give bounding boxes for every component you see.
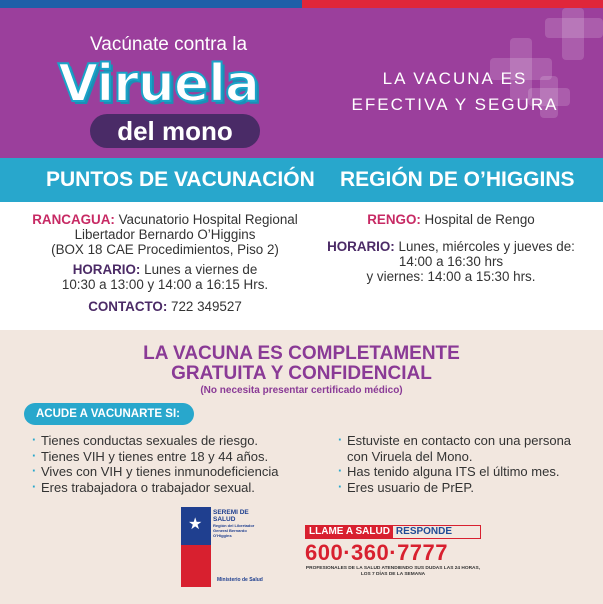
rancagua-contact-label: CONTACTO: [88, 299, 168, 314]
top-strip-blue [0, 0, 302, 8]
hotline-label-b: RESPONDE [395, 526, 453, 537]
list-item: · Vives con VIH y tienes inmunodeficiencia [32, 464, 322, 480]
slogan-line-1: LA VACUNA ES [382, 69, 528, 88]
slogan-line-2: EFECTIVA Y SEGURA [351, 95, 559, 114]
logo-ministry: Ministerio de Salud [217, 577, 263, 583]
band-title-right: REGIÓN DE O’HIGGINS [340, 168, 575, 191]
hero-pre-title: Vacúnate contra la [90, 34, 248, 55]
site-rengo [316, 212, 586, 284]
rancagua-place-line-2: Libertador Bernardo O’Higgins [74, 227, 256, 242]
rancagua-city-label: RANCAGUA: [32, 212, 115, 227]
site-rancagua [20, 212, 310, 314]
top-color-strip [0, 0, 603, 8]
list-item: · Has tenido alguna ITS el último mes. [338, 464, 578, 480]
logo-line-1: SEREMI DE [213, 509, 249, 516]
free-note: (No necesita presentar certificado médico) [200, 385, 403, 396]
rancagua-hours-line-1: Lunes a viernes de [140, 262, 258, 277]
cross-decoration-icon [545, 18, 603, 38]
free-heading-line-2: GRATUITA Y CONFIDENCIAL [171, 363, 432, 384]
vaccination-sites [0, 202, 603, 330]
criteria-tag: ACUDE A VACUNARTE SI: [24, 403, 194, 425]
hero-subtitle: del mono [90, 114, 260, 148]
rengo-hours-line-3: y viernes: 14:00 a 15:30 hrs. [366, 269, 536, 284]
rancagua-place-line-1: Vacunatorio Hospital Regional [114, 212, 298, 227]
rengo-hours-line-2: 14:00 a 16:30 hrs [398, 254, 504, 269]
hotline-bar [305, 525, 481, 539]
logo-line-4: General Bernardo [213, 528, 247, 533]
free-heading-line-1: LA VACUNA ES COMPLETAMENTE [143, 343, 460, 364]
logo-line-3: Región del Libertador [213, 523, 255, 528]
logo-line-2: SALUD [213, 516, 236, 523]
hotline [305, 525, 481, 578]
logo-star-icon: ★ [188, 516, 203, 533]
rengo-hours-label: HORARIO: [327, 239, 395, 254]
rancagua-hours-label: HORARIO: [72, 262, 141, 277]
criteria-list-right [338, 433, 578, 495]
hotline-fine-1: PROFESIONALES DE LA SALUD ATENDIENDO SUS DUDAS LAS 24 HORAS, [305, 566, 481, 571]
section-band [0, 158, 603, 202]
rengo-place: Hospital de Rengo [420, 212, 535, 227]
logo-text-block [213, 509, 268, 538]
seremi-logo [181, 507, 268, 587]
criteria-list-left [32, 433, 322, 495]
list-item: · Eres trabajadora o trabajador sexual. [32, 480, 322, 496]
rancagua-contact-value: 722 349527 [167, 299, 242, 314]
list-item: · Eres usuario de PrEP. [338, 480, 578, 496]
top-strip-red [302, 0, 603, 8]
hotline-fine-2: LOS 7 DÍAS DE LA SEMANA [360, 572, 426, 577]
hero-banner [0, 8, 603, 158]
band-title-left: PUNTOS DE VACUNACIÓN [46, 168, 315, 191]
hotline-label-a: LLAME A SALUD [306, 526, 393, 538]
hero-slogan [350, 66, 560, 118]
free-heading [0, 344, 603, 384]
rancagua-hours-line-2: 10:30 a 13:00 y 14:00 a 16:15 Hrs. [61, 277, 269, 292]
list-item: · Tienes conductas sexuales de riesgo. [32, 433, 322, 449]
hero-title: Viruela [58, 54, 259, 114]
logo-line-5: O'Higgins [213, 533, 232, 538]
rengo-city-label: RENGO: [367, 212, 421, 227]
hotline-number: 600·360·7777 [305, 540, 449, 565]
rengo-hours-line-1: Lunes, miércoles y jueves de: [394, 239, 575, 254]
list-item: · Tienes VIH y tienes entre 18 y 44 años. [32, 449, 322, 465]
list-item: · Estuviste en contacto con una persona con Viruela del Mono. [338, 433, 578, 464]
logo-red-block [181, 545, 211, 587]
rancagua-place-line-3: (BOX 18 CAE Procedimientos, Piso 2) [51, 242, 279, 257]
